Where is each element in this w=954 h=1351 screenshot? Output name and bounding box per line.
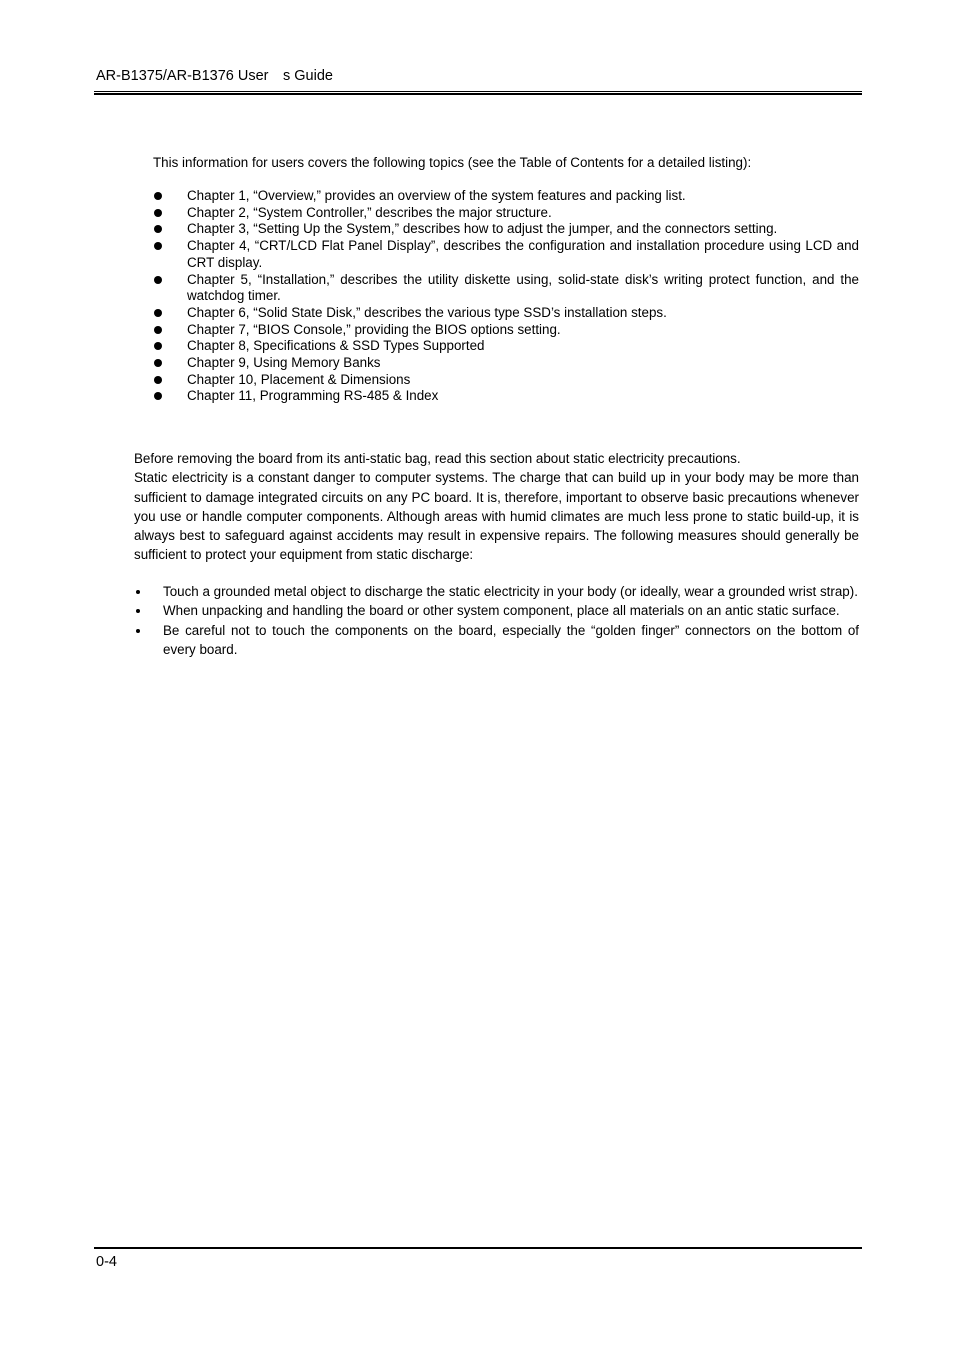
measure-text: Be careful not to touch the components on the board, especially the “golden finger” connectors on the bottom of every board. — [163, 622, 859, 657]
list-item — [153, 305, 859, 322]
static-lead-paragraph: Before removing the board from its anti-static bag, read this section about static electricity precautions. — [134, 451, 741, 466]
topic-text: Chapter 4, “CRT/LCD Flat Panel Display”, describes the configuration and installation procedure using LCD and CRT display. — [187, 238, 859, 270]
list-item — [153, 372, 859, 389]
topic-text: Chapter 7, “BIOS Console,” providing the BIOS options setting. — [187, 321, 561, 337]
bullet-icon — [154, 276, 162, 284]
list-item — [134, 621, 859, 660]
bullet-icon — [154, 242, 162, 250]
bullet-icon — [154, 225, 162, 233]
list-item — [153, 238, 859, 271]
static-measures-list — [134, 582, 859, 659]
chapter-topic-list — [153, 188, 859, 405]
footer-divider — [94, 1247, 862, 1249]
topic-text: Chapter 5, “Installation,” describes the utility diskette using, solid-state disk’s writing protect function, and the watchdog timer. — [187, 271, 859, 304]
list-item — [153, 338, 859, 355]
bullet-icon — [154, 326, 162, 334]
list-item — [153, 205, 859, 222]
topic-text: Chapter 8, Specifications & SSD Types Supported — [187, 338, 485, 354]
measure-text: When unpacking and handling the board or other system component, place all materials on an antic static surface. — [163, 603, 840, 619]
list-item — [153, 188, 859, 205]
topic-text: Chapter 10, Placement & Dimensions — [187, 371, 411, 387]
bullet-icon — [136, 609, 140, 613]
topic-text: Chapter 2, “System Controller,” describes the major structure. — [187, 204, 552, 220]
page-header-title: AR-B1375/AR-B1376 User s Guide — [96, 68, 333, 84]
list-item — [134, 582, 859, 601]
bullet-icon — [154, 359, 162, 367]
header-divider — [94, 91, 862, 95]
topic-text: Chapter 3, “Setting Up the System,” describes how to adjust the jumper, and the connectors setting. — [187, 221, 778, 237]
list-item — [153, 272, 859, 305]
static-precautions-section — [134, 449, 859, 565]
list-item — [153, 355, 859, 372]
bullet-icon — [154, 309, 162, 317]
intro-paragraph: This information for users covers the following topics (see the Table of Contents for a detailed listing): — [153, 155, 752, 170]
measure-text: Touch a grounded metal object to discharge the static electricity in your body (or ideally, wear a grounded wrist strap). — [163, 584, 858, 599]
static-body-paragraph: Static electricity is a constant danger to computer systems. The charge that can build up in your body may be more than sufficient to damage integrated circuits on any PC board. It is, therefore, important to observe basic precautions whenever you use or handle computer components. Although areas with humid climates are much less prone to static build-up, it is always best to safeguard against accidents may result in expensive repairs. The following measures should generally be sufficient to protect your equipment from static discharge: — [134, 470, 859, 563]
bullet-icon — [136, 629, 140, 633]
topic-text: Chapter 1, “Overview,” provides an overview of the system features and packing list. — [187, 188, 686, 203]
bullet-icon — [154, 342, 162, 350]
list-item — [134, 601, 859, 620]
list-item — [153, 388, 859, 405]
bullet-icon — [136, 590, 140, 594]
topic-text: Chapter 6, “Solid State Disk,” describes the various type SSD’s installation steps. — [187, 304, 667, 320]
list-item — [153, 322, 859, 339]
bullet-icon — [154, 376, 162, 384]
bullet-icon — [154, 192, 162, 200]
list-item — [153, 221, 859, 238]
topic-text: Chapter 11, Programming RS-485 & Index — [187, 388, 439, 404]
bullet-icon — [154, 392, 162, 400]
bullet-icon — [154, 209, 162, 217]
page-number: 0-4 — [96, 1254, 117, 1270]
topic-text: Chapter 9, Using Memory Banks — [187, 355, 381, 371]
